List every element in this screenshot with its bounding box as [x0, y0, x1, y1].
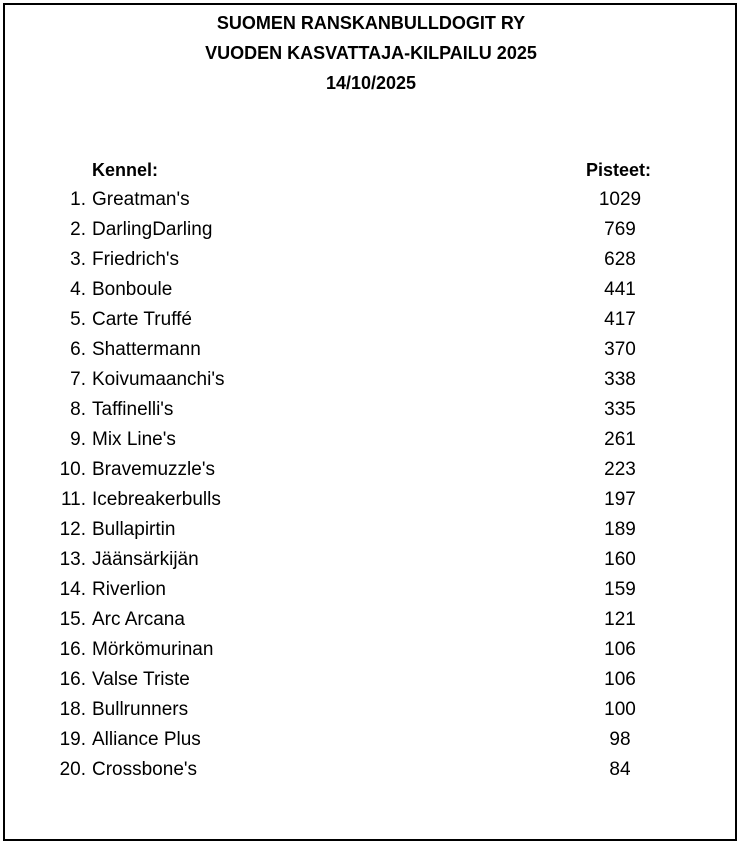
kennel-name: Friedrich's: [92, 249, 180, 270]
table-row: [0, 547, 742, 577]
points-value: 160: [604, 549, 636, 570]
table-row: [0, 247, 742, 277]
table-row: [0, 637, 742, 667]
points-value: 261: [604, 429, 636, 450]
table-row: [0, 607, 742, 637]
kennel-name: Greatman's: [92, 189, 190, 210]
ranking-list: [0, 187, 742, 787]
points-value: 628: [604, 249, 636, 270]
kennel-name: Icebreakerbulls: [92, 489, 221, 510]
points-value: 223: [604, 459, 636, 480]
table-row: [0, 457, 742, 487]
rank-number: 2.: [70, 219, 86, 240]
rank-number: 8.: [70, 399, 86, 420]
points-value: 189: [604, 519, 636, 540]
kennel-name: Bullapirtin: [92, 519, 176, 540]
points-value: 159: [604, 579, 636, 600]
rank-number: 10.: [59, 459, 86, 480]
table-row: [0, 577, 742, 607]
kennel-name: Mix Line's: [92, 429, 176, 450]
kennel-name: Arc Arcana: [92, 609, 185, 630]
points-value: 1029: [598, 189, 642, 210]
points-value: 417: [604, 309, 636, 330]
table-row: [0, 217, 742, 247]
points-value: 769: [604, 219, 636, 240]
table-row: [0, 697, 742, 727]
kennel-name: Koivumaanchi's: [92, 369, 225, 390]
points-value: 370: [604, 339, 636, 360]
kennel-name: Bonboule: [92, 279, 173, 300]
points-value: 121: [604, 609, 636, 630]
organization-title: SUOMEN RANSKANBULLDOGIT RY: [216, 13, 526, 33]
document-header: [0, 8, 742, 98]
rank-number: 7.: [70, 369, 86, 390]
rank-number: 12.: [59, 519, 86, 540]
kennel-name: Taffinelli's: [92, 399, 174, 420]
points-value: 100: [604, 699, 636, 720]
rank-number: 9.: [70, 429, 86, 450]
rank-number: 5.: [70, 309, 86, 330]
points-value: 441: [604, 279, 636, 300]
table-row: [0, 727, 742, 757]
kennel-name: DarlingDarling: [92, 219, 213, 240]
points-value: 106: [604, 639, 636, 660]
rank-number: 18.: [59, 699, 86, 720]
kennel-name: Jäänsärkijän: [92, 549, 199, 570]
document-date: 14/10/2025: [325, 73, 417, 93]
rank-number: 6.: [70, 339, 86, 360]
points-value: 197: [604, 489, 636, 510]
table-row: [0, 487, 742, 517]
points-value: 335: [604, 399, 636, 420]
table-row: [0, 517, 742, 547]
kennel-name: Bullrunners: [92, 699, 189, 720]
kennel-name: Crossbone's: [92, 759, 198, 780]
table-row: [0, 337, 742, 367]
kennel-name: Riverlion: [92, 579, 166, 600]
kennel-name: Bravemuzzle's: [92, 459, 215, 480]
table-row: [0, 397, 742, 427]
table-row: [0, 757, 742, 787]
kennel-name: Mörkömurinan: [92, 639, 214, 660]
rank-number: 16.: [59, 639, 86, 660]
kennel-name: Valse Triste: [92, 669, 190, 690]
table-row: [0, 367, 742, 397]
kennel-name: Alliance Plus: [92, 729, 201, 750]
competition-title: VUODEN KASVATTAJA-KILPAILU 2025: [205, 43, 537, 63]
points-value: 84: [609, 759, 631, 780]
rank-number: 1.: [70, 189, 86, 210]
rank-number: 3.: [70, 249, 86, 270]
points-value: 338: [604, 369, 636, 390]
rank-number: 14.: [59, 579, 86, 600]
kennel-name: Shattermann: [92, 339, 201, 360]
kennel-column-header: Kennel:: [92, 160, 159, 180]
table-row: [0, 667, 742, 697]
rank-number: 15.: [59, 609, 86, 630]
points-column-header: Pisteet:: [586, 160, 652, 180]
rank-number: 16.: [59, 669, 86, 690]
rank-number: 11.: [60, 489, 86, 510]
table-row: [0, 187, 742, 217]
rank-number: 19.: [59, 729, 86, 750]
table-row: [0, 307, 742, 337]
rank-number: 13.: [59, 549, 86, 570]
points-value: 106: [604, 669, 636, 690]
table-row: [0, 277, 742, 307]
rank-number: 20.: [59, 759, 86, 780]
rank-number: 4.: [70, 279, 86, 300]
kennel-name: Carte Truffé: [92, 309, 192, 330]
points-value: 98: [609, 729, 631, 750]
table-row: [0, 427, 742, 457]
